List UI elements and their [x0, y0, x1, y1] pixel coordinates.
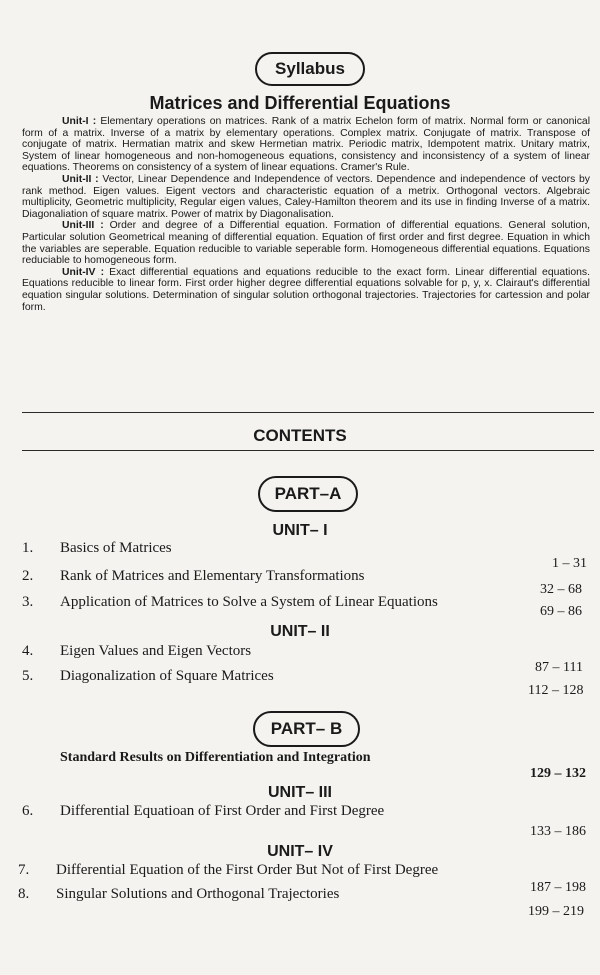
entry-pages: 1 – 31 [552, 556, 587, 571]
page-title: Matrices and Differential Equations [149, 93, 451, 113]
unit-label: Unit-II : [62, 173, 99, 185]
entry-pages: 187 – 198 [530, 880, 586, 895]
entry-pages: 199 – 219 [528, 904, 584, 919]
unit-1-heading: UNIT– I [272, 522, 328, 539]
entry-title: Eigen Values and Eigen Vectors [60, 643, 252, 659]
entry-pages: 133 – 186 [530, 824, 586, 839]
entry-number: 7. [18, 862, 30, 878]
entry-number: 4. [22, 643, 34, 659]
unit-4-heading: UNIT– IV [267, 843, 333, 860]
entry-pages: 69 – 86 [540, 604, 582, 619]
unit-2-heading: UNIT– II [270, 623, 330, 640]
syllabus-unit-2 [22, 174, 590, 220]
entry-number: 8. [18, 886, 30, 902]
entry-title: Singular Solutions and Orthogonal Trajectories [56, 886, 340, 902]
unit-label: Unit-IV : [62, 266, 105, 278]
syllabus-unit-3 [22, 220, 590, 266]
unit-description: Exact differential equations and equations reducible to the exact form. Linear differential equations. Equations reducible to linear form. First order higher degree differential equations solvable for p, y, x. Clairaut's differential equation singular solutions. Determination of singular solution orthogonal trajectories. Trajectories for cartession and polar form. [22, 266, 590, 313]
part-a-label: PART–A [258, 476, 358, 512]
entry-pages: 32 – 68 [540, 582, 582, 597]
entry-number: 2. [22, 568, 34, 584]
unit-description: Elementary operations on matrices. Rank of a matrix Echelon form of matrix. Normal form or canonical form of a matrix. Inverse of a matrix by elementary operations. Complex matrix. Conjugate of matrix. Transpose of conjugate of matrix. Hermatian matrix and skew Hermetian matrix. Periodic matrix, Idempotent matrix. Unitary matrix, System of linear homogeneous and non-homogeneous equations, consistency and inconsistency of a system of linear equations. Theorems on consistency of a system of linear equations. Cramer's Rule. [22, 116, 590, 174]
part-b-label: PART– B [253, 711, 360, 747]
entry-number: 5. [22, 668, 34, 684]
divider [22, 412, 594, 413]
syllabus-label: Syllabus [255, 52, 365, 86]
entry-title: Diagonalization of Square Matrices [60, 668, 274, 684]
unit-description: Vector, Linear Dependence and Independence of vectors. Dependence and independence of vectors by rank method. Eigen values. Eigent vectors and characteristic equation of a metrix. Orthogonal vectors. Algebraic multiplicity, Geometric multiplicity, Regular eigen values, Caley-Hamilton theorem and its use in finding Inverse of a matrix. Diagonaliation of square matrix. Power of matrix by Diagonalisation. [22, 173, 590, 220]
entry-number: 6. [22, 803, 34, 819]
divider [22, 450, 594, 451]
unit-label: Unit-III : [62, 220, 104, 232]
unit-label: Unit-I : [62, 116, 97, 127]
entry-title: Differential Equation of the First Order But Not of First Degree [56, 862, 439, 878]
entry-number: 3. [22, 594, 34, 610]
entry-pages: 87 – 111 [535, 660, 583, 675]
entry-title: Basics of Matrices [60, 540, 172, 556]
unit-3-heading: UNIT– III [267, 784, 332, 801]
syllabus-text [22, 116, 590, 313]
entry-number: 1. [22, 540, 34, 556]
entry-title: Rank of Matrices and Elementary Transformations [60, 568, 365, 584]
standard-results-title[interactable]: Standard Results on Differentiation and Integration [60, 750, 371, 765]
entry-title: Differential Equatioan of First Order and First Degree [60, 803, 385, 819]
entry-pages: 112 – 128 [528, 683, 584, 698]
entry-pages: 129 – 132 [530, 766, 586, 781]
contents-heading: CONTENTS [253, 426, 347, 445]
syllabus-unit-4 [22, 267, 590, 313]
entry-title: Application of Matrices to Solve a System of Linear Equations [60, 594, 438, 610]
unit-description: Order and degree of a Differential equation. Formation of differential equations. General solution, Particular solution Geometrical meaning of differential equation. Equation of first order and first degree. Equation in which the variables are seperable. Equation reducible to variable seperable form. Homogeneous differential equations. Equations reduciable to homogeneous form. [22, 220, 590, 267]
syllabus-unit-1 [22, 116, 590, 174]
